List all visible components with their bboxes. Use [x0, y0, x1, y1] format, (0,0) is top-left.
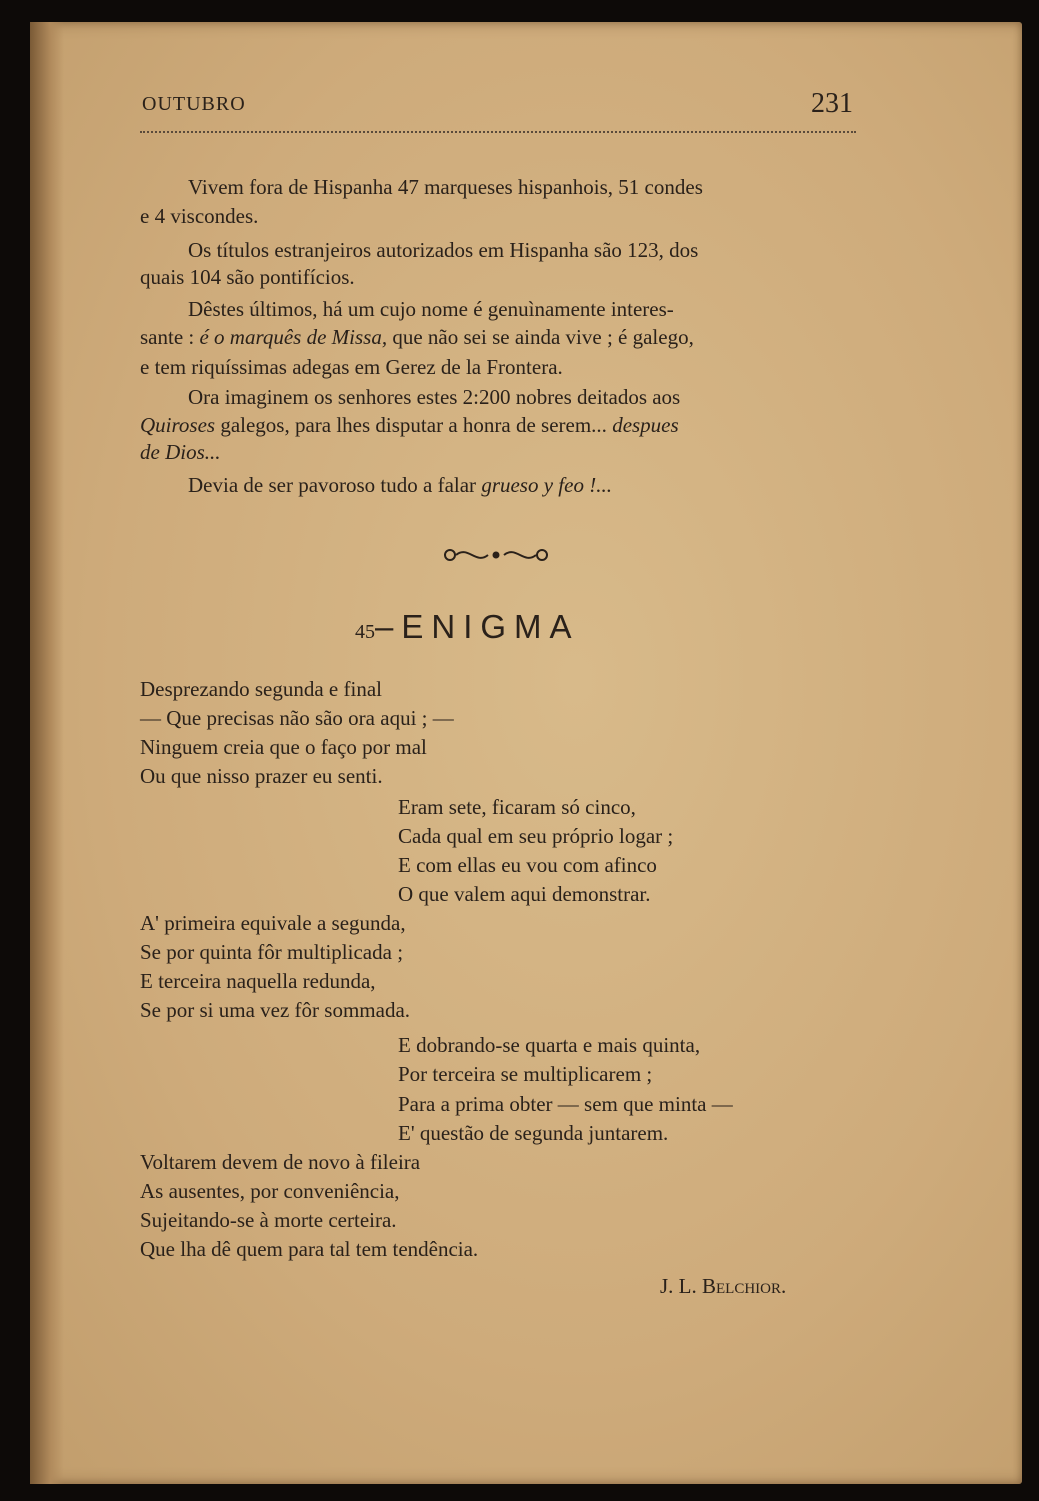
verse-line: Se por quinta fôr multiplicada ; — [140, 940, 404, 964]
author-signature: J. L. Belchior. — [660, 1274, 787, 1298]
verse-line: Desprezando segunda e final — [140, 677, 382, 701]
prose-line: Ora imaginem os senhores estes 2:200 nobres deitados aos — [188, 385, 681, 409]
enigma-title — [355, 608, 580, 646]
header-dotted-rule — [140, 131, 856, 133]
prose-text: galegos, para lhes disputar a honra de serem... — [215, 413, 613, 437]
enigma-title-word: ENIGMA — [401, 608, 580, 645]
verse-line: A' primeira equivale a segunda, — [140, 911, 406, 935]
verse-line: E dobrando-se quarta e mais quinta, — [398, 1033, 701, 1057]
prose-line — [140, 413, 679, 437]
verse-line: O que valem aqui demonstrar. — [398, 882, 651, 906]
prose-line: Vivem fora de Hispanha 47 marqueses hispanhois, 51 condes — [188, 175, 703, 199]
prose-line: quais 104 são pontifícios. — [140, 265, 355, 289]
running-header-section: OUTUBRO — [142, 93, 246, 115]
prose-line: Os títulos estranjeiros autorizados em Hispanha são 123, dos — [188, 238, 699, 262]
prose-italic: é o marquês de Missa, — [199, 325, 388, 349]
verse-line: E' questão de segunda juntarem. — [398, 1121, 669, 1145]
verse-line: Sujeitando-se à morte certeira. — [140, 1208, 397, 1232]
verse-line: Ou que nisso prazer eu senti. — [140, 764, 383, 788]
prose-line: Dêstes últimos, há um cujo nome é genuìnamente interes- — [188, 297, 674, 321]
verse-line: Que lha dê quem para tal tem tendência. — [140, 1237, 479, 1261]
prose-text: que não sei se ainda vive ; é galego, — [387, 325, 694, 349]
prose-italic: Quiroses — [140, 413, 216, 437]
verse-line: Por terceira se multiplicarem ; — [398, 1062, 653, 1086]
section-ornament-icon — [440, 541, 552, 569]
verse-line: — Que precisas não são ora aqui ; — — [140, 706, 454, 730]
prose-line — [140, 325, 694, 349]
verse-line: Para a prima obter — sem que minta — — [398, 1092, 733, 1116]
verse-line: Voltarem devem de novo à fileira — [140, 1150, 421, 1174]
verse-line: Se por si uma vez fôr sommada. — [140, 998, 411, 1022]
verse-line: E com ellas eu vou com afinco — [398, 853, 657, 877]
prose-text: sante : — [140, 325, 200, 349]
title-dash: – — [375, 608, 402, 645]
prose-italic: grueso y feo !... — [481, 473, 612, 497]
prose-line: e tem riquíssimas adegas em Gerez de la Frontera. — [140, 355, 563, 379]
page-number: 231 — [811, 88, 853, 119]
verse-line: Ninguem creia que o faço por mal — [140, 735, 427, 759]
verse-line: E terceira naquella redunda, — [140, 969, 376, 993]
verse-line: Eram sete, ficaram só cinco, — [398, 795, 636, 819]
prose-line — [188, 473, 612, 497]
prose-line: e 4 viscondes. — [140, 204, 259, 228]
prose-text: Devia de ser pavoroso tudo a falar — [188, 473, 482, 497]
enigma-number: 45 — [355, 621, 375, 643]
page-binding-shadow — [30, 22, 64, 1484]
verse-line: As ausentes, por conveniência, — [140, 1179, 400, 1203]
prose-line: de Dios... — [140, 440, 221, 464]
prose-italic: despues — [612, 413, 679, 437]
verse-line: Cada qual em seu próprio logar ; — [398, 824, 674, 848]
